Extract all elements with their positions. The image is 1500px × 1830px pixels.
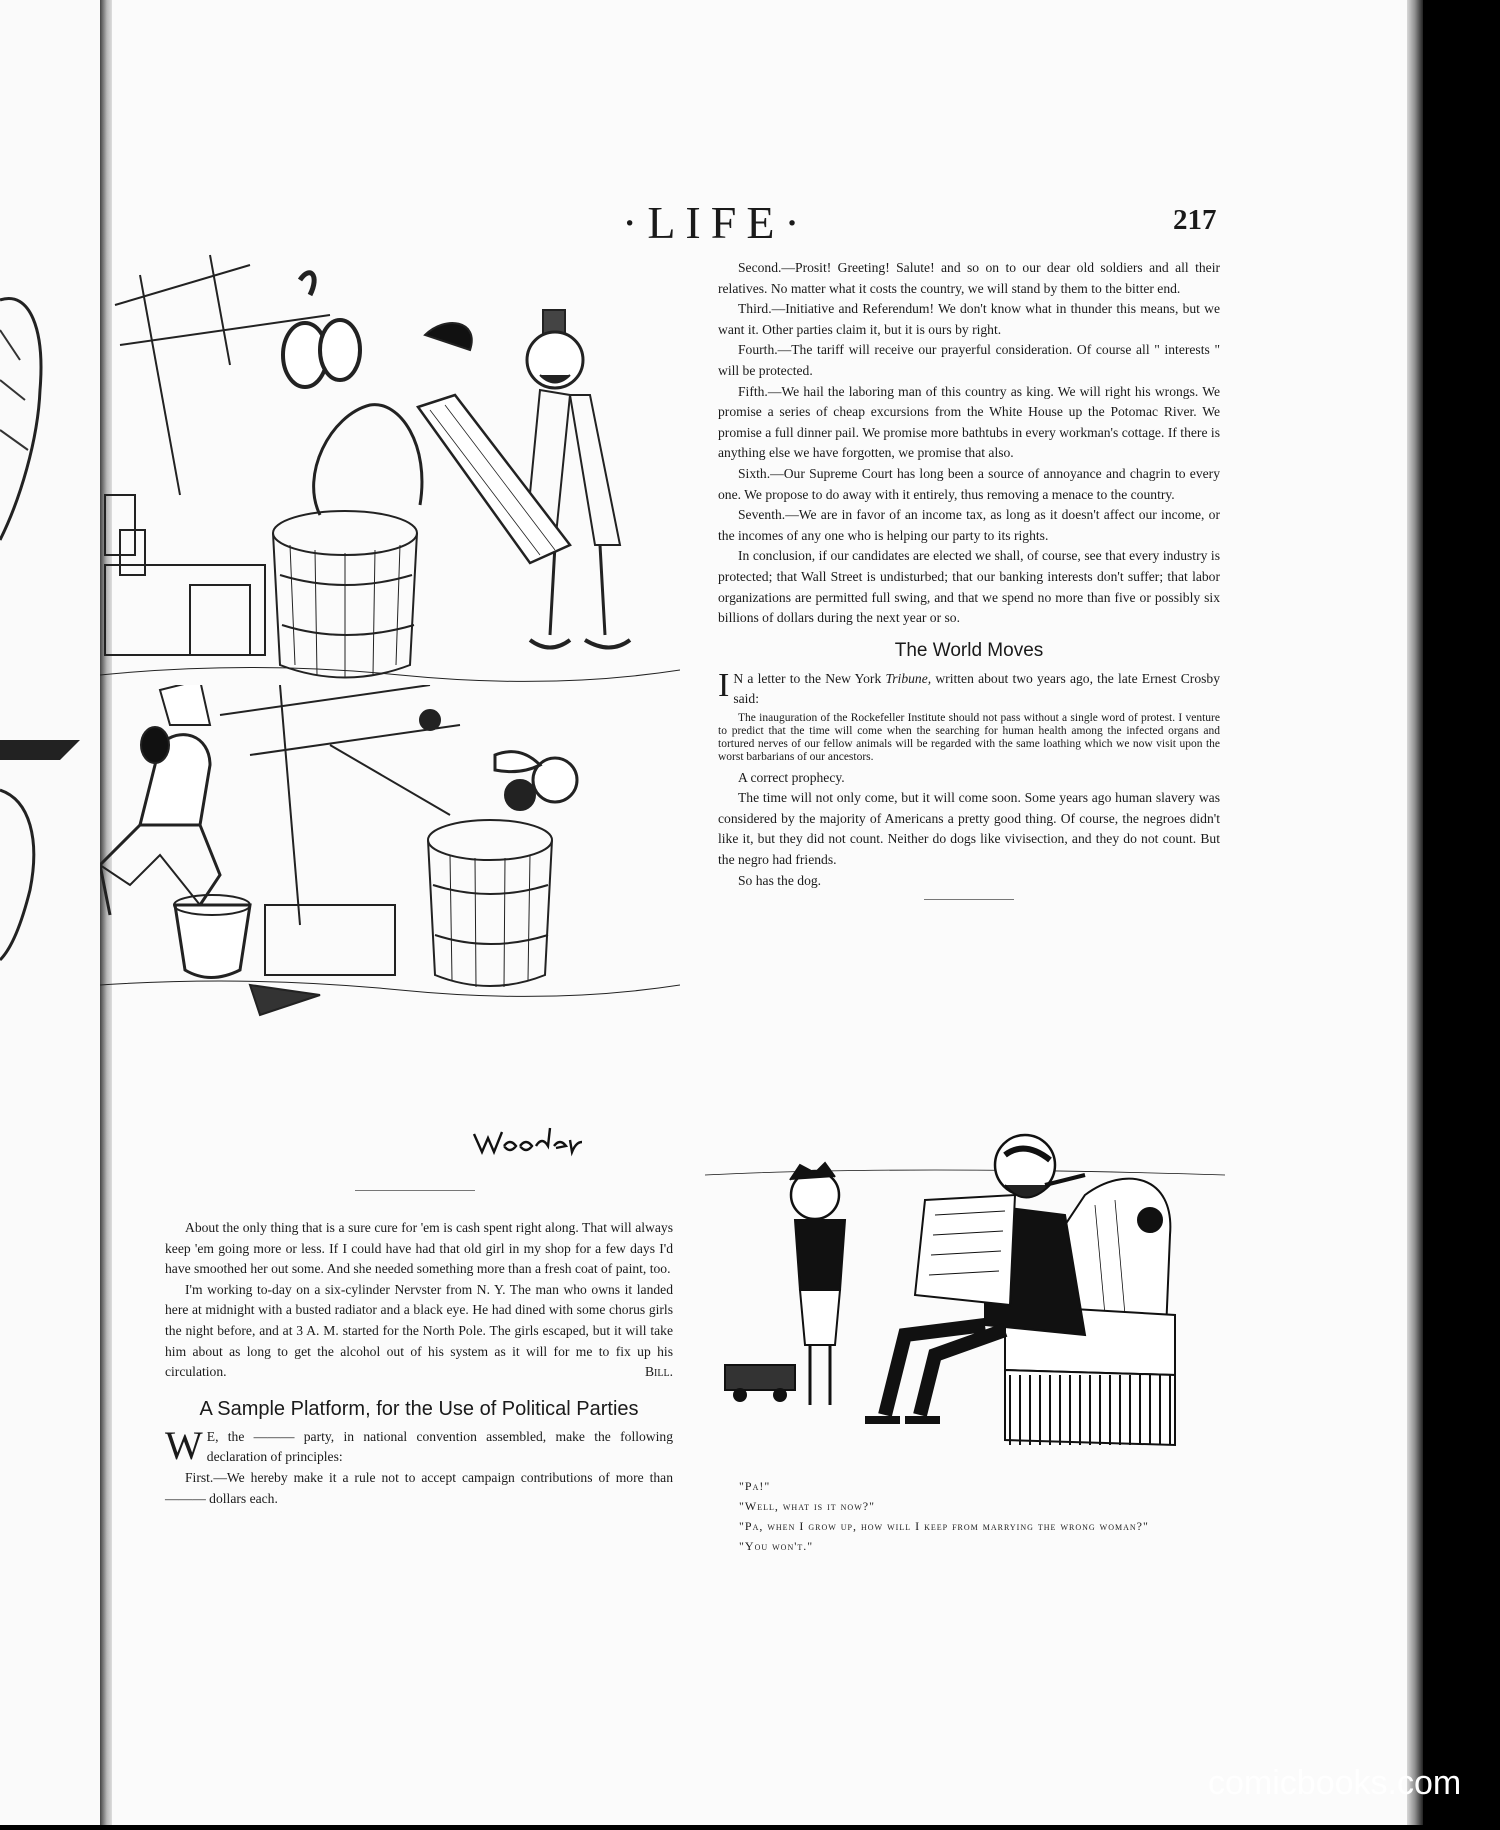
page-number: 217: [1173, 204, 1217, 236]
crosby-quote: The inauguration of the Rockefeller Institute should not pass without a single word of protest. I venture to predict that the time will come when the searching for human health among the infected organs and tortured nerves of our fellow animals will be regarded with the same loathing which we now visit upon the worst barbarians of our ancestors.: [718, 711, 1220, 764]
platform-dropcap: W: [165, 1422, 203, 1468]
left-text-column: [165, 1218, 673, 1509]
world-moves-paragraph: So has the dog.: [738, 872, 822, 888]
father-son-cartoon-illustration: [705, 1115, 1225, 1475]
world-moves-dropcap: I: [718, 666, 730, 704]
caption-line: "Pa, when I grow up, how will I keep from marrying the wrong woman?": [739, 1519, 1149, 1533]
cartoon-barrel-bottom-illustration: [100, 685, 680, 1155]
divider-rule: [924, 899, 1014, 900]
cartoon-caption: [725, 1476, 1207, 1556]
platform-plank: Seventh.—We are in favor of an income tax, as long as it doesn't affect our income, or the incomes of any one who is helping our party to its rights.: [718, 507, 1220, 543]
platform-plank-first: First.—We hereby make it a rule not to accept campaign contributions of more than ——— dollars each.: [165, 1469, 673, 1506]
world-moves-paragraph: A correct prophecy.: [738, 769, 845, 785]
platform-plank: Third.—Initiative and Referendum! We don't know what in thunder this means, but we want it. Other parties claim it, but it is ours by right.: [718, 301, 1220, 337]
artist-signature-scrawl: [470, 1124, 590, 1160]
platform-plank: Fifth.—We hail the laboring man of this country as king. We will right his wrongs. We promise a series of cheap excursions from the White House up the Potomac River. We promise a full dinner pail. We promise more bathtubs in every workman's cottage. If there is anything else we have forgotten, we promise that also.: [718, 383, 1220, 461]
world-moves-paragraph: The time will not only come, but it will come soon. Some years ago human slavery was considered by the majority of Americans a pretty good thing. Of course, the negroes didn't like it, but they did not count. Neither do dogs like vivisection, and they do not count. But the negro had friends.: [718, 790, 1220, 868]
watermark: comicbooks.com: [1208, 1764, 1462, 1802]
bill-paragraph-1: About the only thing that is a sure cure for 'em is cash spent right along. That will always keep 'em going more or less. If I could have had that old girl in my shop for a few days I'd have smoothed her out some. And she needed something more than a fresh coat of paint, too.: [165, 1220, 673, 1277]
caption-line: "Pa!": [739, 1479, 771, 1493]
facing-page-cartoon-fragment: [0, 0, 100, 1825]
world-moves-heading: The World Moves: [894, 639, 1044, 661]
facing-page-edge: [0, 0, 100, 1825]
platform-plank: Fourth.—The tariff will receive our prayerful consideration. Of course all " interests " will be protected.: [718, 342, 1220, 378]
caption-line: "Well, what is it now?": [739, 1499, 875, 1513]
platform-heading: A Sample Platform, for the Use of Political Parties: [199, 1397, 639, 1420]
platform-plank: Sixth.—Our Supreme Court has long been a source of annoyance and chagrin to every one. We propose to do away with it entirely, thus removing a menace to the country.: [718, 465, 1220, 502]
bill-paragraph-2: I'm working to-day on a six-cylinder Nervster from N. Y. The man who owns it landed here at midnight with a busted radiator and a black eye. He had dined with some chorus girls the night before, and at 3 A. M. started for the North Pole. The girls escaped, but it will take him about as long to get the alcohol out of his system as it will for me to fix up his circulation. Bill.: [165, 1280, 673, 1383]
cartoon-barrel-top-illustration: [100, 245, 680, 685]
platform-plank: Second.—Prosit! Greeting! Salute! and so on to our dear old soldiers and all their relatives. No matter what it costs the country, we will stand by them to the bitter end.: [718, 260, 1220, 296]
running-title: ·LIFE·: [622, 197, 810, 248]
platform-intro: W E, the ——— party, in national convention assembled, make the following declaration of principles:: [165, 1422, 673, 1468]
page-edge-shadow: [1407, 0, 1423, 1825]
divider-rule: [355, 1190, 475, 1191]
right-text-column: [718, 258, 1220, 908]
caption-line: "You won't.": [739, 1539, 814, 1553]
world-moves-intro: I N a letter to the New York Tribune, written about two years ago, the late Ernest Crosby said:: [718, 666, 1221, 707]
platform-conclusion: In conclusion, if our candidates are elected we shall, of course, see that every industry is protected; that Wall Street is undisturbed; that our banking interests don't suffer; that labor organizations are permitted full swing, and that we spend no more than five or possibly six billions of dollars during the next year or so.: [718, 548, 1220, 626]
bill-signature: Bill.: [644, 1364, 673, 1380]
